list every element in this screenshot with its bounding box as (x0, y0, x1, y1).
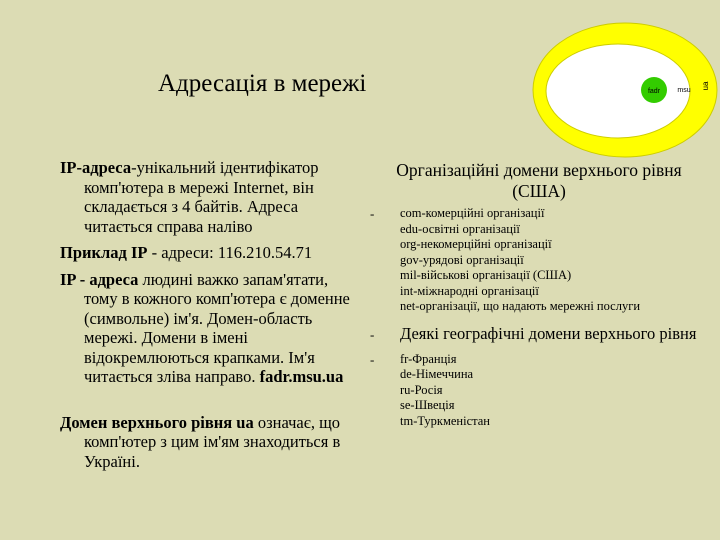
geo-domain-item: de-Німеччина (400, 367, 474, 381)
domain-nesting-diagram (530, 20, 720, 160)
top-level-domain-text: означає, що комп'ютер з цим ім'ям знаходиться в Україні. (84, 412, 341, 471)
ip-address-paragraph (60, 158, 360, 236)
slide-title: Адресація в мережі (158, 70, 367, 97)
domain-name-paragraph (60, 270, 360, 387)
left-column (60, 158, 360, 478)
outer-domain-label: ua (701, 81, 710, 91)
bullet-dash: - (370, 206, 375, 221)
org-domain-item: gov-урядові організації (400, 252, 524, 267)
org-domains-group (370, 206, 700, 315)
middle-domain-ellipse (546, 44, 690, 138)
geo-domains-heading: Деякі географічні домени верхнього рівня (400, 323, 697, 343)
ip-example-text: - адреси: 116.210.54.71 (147, 243, 313, 262)
org-domain-item: com-комерційні організації (400, 206, 545, 220)
ip-example-paragraph (60, 243, 360, 263)
geo-domain-item: se-Швеція (400, 398, 455, 412)
geo-heading-group (370, 323, 700, 344)
org-domain-item: edu-освітні організації (400, 221, 520, 236)
geo-domains-group (370, 352, 700, 430)
geo-domain-item: tm-Туркменістан (400, 413, 490, 428)
ip-example-term: Приклад IP (60, 243, 148, 262)
top-level-domain-paragraph (60, 413, 360, 472)
org-domain-item: int-міжнародні організації (400, 283, 539, 298)
org-domain-item: org-некомерційні організації (400, 237, 552, 251)
bullet-dash: - (370, 326, 375, 342)
bullet-dash: - (370, 351, 375, 367)
inner-domain-label: fadr (647, 88, 661, 95)
domain-name-text: людині важко запам'ятати, тому в кожного комп'ютера є доменне (символьне) ім'я. Домен-область мережі. Домени в імені відокремлюються крапками. Ім'я читається зліва направо. (84, 269, 350, 386)
ip-address-text: -унікальний ідентифікатор комп'ютера в мережі Internet, він складається з 4 байтів. Адреса читається справа наліво (84, 158, 319, 236)
domain-name-term: IP - адреса (60, 269, 139, 289)
geo-domain-item: fr-Франція (400, 351, 457, 366)
geo-domain-item: ru-Росія (400, 382, 443, 397)
org-domains-heading: Організаційні домени верхнього рівня (США) (396, 160, 682, 201)
ip-address-term: IP-адреса (60, 158, 132, 177)
org-domain-item: net-організації, що надають мережні послуги (400, 299, 641, 313)
domain-name-example: fadr.msu.ua (259, 367, 344, 386)
org-domain-item: mil-військові організації (США) (400, 268, 572, 282)
right-column (370, 160, 700, 437)
middle-domain-label: msu (677, 87, 691, 94)
top-level-domain-term: Домен верхнього рівня ua (60, 412, 254, 432)
